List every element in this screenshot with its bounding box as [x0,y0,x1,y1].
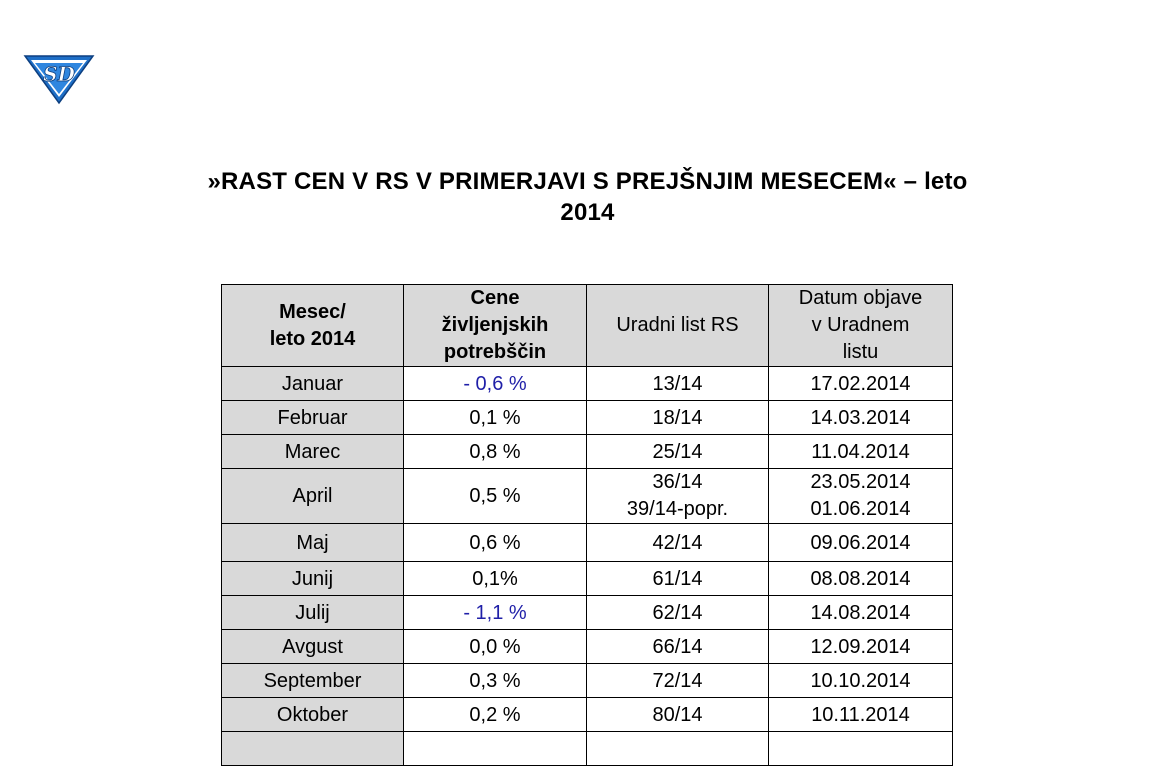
change-cell: 0,5 % [404,469,587,524]
price-growth-table [221,284,953,766]
gazette-cell: 72/14 [587,664,769,698]
sd-shield-logo-icon [22,48,96,106]
table-row [222,664,953,698]
table-header-row [222,285,953,367]
table-row-partial [222,732,953,766]
date-cell: 12.09.2014 [769,630,953,664]
date-cell: 14.03.2014 [769,401,953,435]
month-cell: Marec [222,435,404,469]
date-cell [769,732,953,766]
month-cell: Avgust [222,630,404,664]
table-row [222,630,953,664]
change-cell: - 0,6 % [404,367,587,401]
gazette-cell: 80/14 [587,698,769,732]
title-line-2: 2014 [560,199,615,226]
change-cell: 0,2 % [404,698,587,732]
gazette-cell: 61/14 [587,562,769,596]
month-cell: Julij [222,596,404,630]
date-cell: 10.10.2014 [769,664,953,698]
date-line: 01.06.2014 [810,498,911,520]
gazette-cell: 62/14 [587,596,769,630]
gazette-cell: 42/14 [587,524,769,562]
date-cell: 10.11.2014 [769,698,953,732]
gazette-cell: 66/14 [587,630,769,664]
change-cell: 0,1 % [404,401,587,435]
header-publication-date: Datum objave v Uradnem listu [769,285,953,367]
table-row [222,367,953,401]
change-cell: 0,6 % [404,524,587,562]
date-cell: 09.06.2014 [769,524,953,562]
gazette-cell [587,469,769,524]
date-cell: 11.04.2014 [769,435,953,469]
month-cell: Februar [222,401,404,435]
change-cell: 0,1% [404,562,587,596]
month-cell: September [222,664,404,698]
header-gazette: Uradni list RS [587,285,769,367]
date-cell: 08.08.2014 [769,562,953,596]
date-cell [769,469,953,524]
month-cell: Junij [222,562,404,596]
gazette-cell: 13/14 [587,367,769,401]
date-line: 23.05.2014 [810,471,911,493]
gazette-cell [587,732,769,766]
header-month: Mesec/ leto 2014 [222,285,404,367]
gazette-line: 36/14 [652,471,703,493]
table-row [222,469,953,524]
table-row [222,698,953,732]
title-line-1: »RAST CEN V RS V PRIMERJAVI S PREJŠNJIM MESECEM« – leto [207,168,968,195]
change-cell: 0,0 % [404,630,587,664]
month-cell: Januar [222,367,404,401]
change-cell [404,732,587,766]
month-cell: April [222,469,404,524]
header-prices: Cene življenjskih potrebščin [404,285,587,367]
table-row [222,435,953,469]
gazette-cell: 18/14 [587,401,769,435]
change-cell: 0,8 % [404,435,587,469]
table-row [222,562,953,596]
date-cell: 14.08.2014 [769,596,953,630]
logo-lettering: SD [43,62,75,86]
gazette-line: 39/14-popr. [626,498,729,520]
table-row [222,401,953,435]
month-cell [222,732,404,766]
document-title [140,166,1035,228]
date-cell: 17.02.2014 [769,367,953,401]
change-cell: 0,3 % [404,664,587,698]
month-cell: Oktober [222,698,404,732]
change-cell: - 1,1 % [404,596,587,630]
table-row [222,596,953,630]
table-row [222,524,953,562]
gazette-cell: 25/14 [587,435,769,469]
month-cell: Maj [222,524,404,562]
